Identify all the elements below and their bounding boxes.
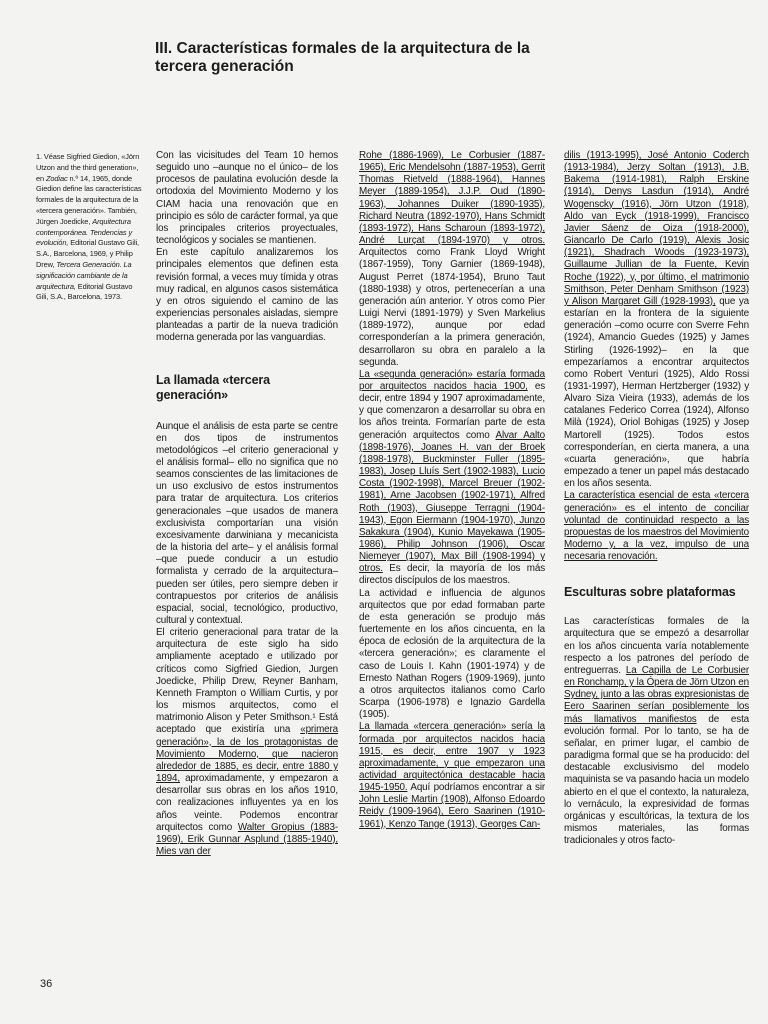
underlined-text: dilis (1913-1995), José Antonio Coderch (1913-1984), Jerzy Soltan (1913), J.B. Bakema (1914-1981), Ralph Erskine (1914), Denys Lasdun (1914), André Wogenscky (1916), Jörn Utzon (1918), Aldo van Eyck (1918-1999), Francisco Javier Sáenz de Oiza (1918-2000), Giancarlo De Carlo (1919), Alexis Josic (1921), Shadrach Woods (1923-1973), Guillaume Jullian de la Fuente, Kevin Roche (1922), y, por último, el matrimonio Smithson, Peter Denham Smithson (1923) y Alison Margaret Gill (1928-1993), bbox=[564, 150, 749, 307]
paragraph bbox=[359, 369, 545, 588]
paragraph-text: Es decir, la mayoría de los más directos discípulos de los maestros. bbox=[359, 563, 545, 587]
text-column-3 bbox=[564, 150, 749, 847]
paragraph-text: Arquitectos como Frank Lloyd Wright (1867-1959), Tony Garnier (1869-1948), August Perret (1874-1954), Bruno Taut (1880-1938) y otros, pertenecerían a una generación aún anterior. Y otros como Pier Luigi Nervi (1891-1979) y Sven Markelius (1889-1972), aunque por edad corresponderían a la primera generación, desarrollaron su obra en paralelo a la segunda. bbox=[359, 247, 545, 368]
underlined-text: Rohe (1886-1969), Le Corbusier (1887-1965), Eric Mendelsohn (1887-1953), Gerrit Thomas Rietveld (1888-1964), Hannes Meyer (1889-1954), J.J.P. Oud (1890-1963), Johannes Duiker (1890-1935), Richard Neutra (1892-1970), Hans Schmidt (1893-1972), Hans Scharoun (1893-1972), André Lurçat (1894-1970) y otros. bbox=[359, 150, 545, 247]
underlined-text: «primera generación», la de los protagonistas de Movimiento Moderno, que nacieron alrededor de 1885, es decir, entre 1880 y 1894, bbox=[156, 724, 338, 785]
footnote-text: n.º 14, 1965, donde Giedion define las características formales de la arquitectura de la «tercera generación». También, Jürgen Joedicke, bbox=[36, 173, 142, 226]
paragraph: Con las vicisitudes del Team 10 hemos seguido uno –aunque no el único– de los procesos de paulatina evolución desde la ortodoxia del Movimiento Moderno y los CIAM hacia una renovación que en principio es sólo de carácter formal, ya que los principales criterios proyectuales, tecnológicos y sociales se mantienen. bbox=[156, 150, 338, 247]
footnote-text: 1. Véase Sigfried Giedion, «Jörn Utzon and the third generation», en bbox=[36, 152, 140, 183]
footnote-book-title: Tercera Generación. La significación cambiante de la arquitectura, bbox=[36, 259, 132, 291]
underlined-text: La llamada «tercera generación» sería la formada por arquitectos nacidos hacia 1915, es decir, entre 1907 y 1923 aproximadamente, y que empezaron una actividad arquitectónica destacable hacia 1945-1950. bbox=[359, 721, 545, 794]
paragraph-text: de esta evolución formal. Por lo tanto, se ha de señalar, en primer lugar, el cambio de paradigma formal que se ha producido: del destacable exclusivismo del modelo maquinista se va pasando hacia un modelo abierto en el que el contexto, la naturaleza, lo vernáculo, la expresividad de formas orgánicas y escultóricas, la textura de los mismos materiales, las formas tradicionales y otros facto- bbox=[564, 713, 749, 847]
underlined-text: John Leslie Martin (1908), Alfonso Edoardo Reidy (1909-1964), Eero Saarinen (1910-1961), Kenzo Tange (1913), Georges Can- bbox=[359, 794, 545, 830]
paragraph-text: Aquí podríamos encontrar a sir bbox=[407, 782, 545, 794]
section-heading: La llamada «tercera generación» bbox=[156, 372, 270, 402]
paragraph-text: es decir, entre 1894 y 1907 aproximadamente, y que comenzaron a desarrollar su obra en los años treinta. Formarían parte de esta generación arquitectos como bbox=[359, 380, 545, 441]
underlined-text: La característica esencial de esta «tercera generación» es el intento de conciliar voluntad de continuidad respecto a las propuestas de los maestros del Movimiento Moderno y, a la vez, impulso de una necesaria renovación. bbox=[564, 490, 749, 563]
footnote-journal: Zodiac bbox=[45, 173, 68, 183]
text-column-1 bbox=[156, 150, 338, 858]
paragraph bbox=[359, 721, 545, 830]
underlined-text: La «segunda generación» estaría formada por arquitectos nacidos hacia 1900, bbox=[359, 368, 545, 392]
footnote bbox=[36, 152, 142, 303]
footnote-text: Editorial Gustavo Gili, S.A., Barcelona, 1973. bbox=[36, 281, 133, 302]
paragraph bbox=[564, 490, 749, 563]
paragraph-text: aproximadamente, y empezaron a desarrollar sus obras en los años 1910, con realizaciones influyentes ya en los años veinte. Podemos encontrar arquitectos como bbox=[156, 773, 338, 833]
underlined-text: Walter Gropius (1883-1969), Erik Gunnar Asplund (1885-1940), Mies van der bbox=[156, 821, 339, 857]
paragraph bbox=[564, 616, 749, 847]
paragraph: Aunque el análisis de esta parte se centre en dos tipos de instrumentos metodológicos –el criterio generacional y el análisis formal– ello no significa que no seamos conscientes de las limitaciones de un uso exclusivo de estos instrumentos para tratar de arquitectura. Los criterios generacionales –que usados de manera exclusivista comportarían una visión excesivamente darwiniana y mecanicista de la historia del arte– y el análisis formal –que puede conducir a un estudio formalista y cerrado de la arquitectura– pueden ser útiles, pero siempre deben ir contrapuestos por criterios de análisis espacial, social, tecnológico, productivo, cultural y contextual. bbox=[156, 420, 338, 626]
page-number: 36 bbox=[40, 978, 53, 990]
paragraph-text: Las características formales de la arquitectura que se empezó a desarrollar en los años cincuenta varía notablemente respecto a los patrones del período de entreguerras. bbox=[564, 616, 749, 676]
footnote-text: Editorial Gustavo Gili, S.A., Barcelona, 1969, y Philip Drew, bbox=[36, 238, 139, 269]
underlined-text: La Capilla de Le Corbusier en Ronchamp, y la Ópera de Jörn Utzon en Sydney, junto a las obras expresionistas de Eero Saarinen serían bbox=[564, 664, 749, 713]
paragraph-text: El criterio generacional para tratar de la arquitectura de este siglo ha sido ampliamente aceptado e utilizado por críticos como Sigfried Giedion, Jurgen Joedicke, Philip Drew, Reyner Banham, Kenneth Frampton o William Curtis, y por los mismos arquitectos, como el matrimonio Alison y Peter Smithson. bbox=[156, 627, 338, 724]
paragraph bbox=[156, 627, 338, 858]
paragraph: En este capítulo analizaremos los principales elementos que definen esta revisión formal, a veces muy tímida y otras muy radical, en algunos casos sistemática y en otros siguiendo el camino de las experiencias personales aisladas, siempre planteadas a partir de la nueva tradición moderna generada por las vanguardias. bbox=[156, 247, 338, 344]
paragraph bbox=[564, 150, 749, 490]
chapter-title: III. Características formales de la arquitectura de la tercera generación bbox=[155, 40, 530, 75]
paragraph-text: que ya estarían en la frontera de la siguiente generación –como ocurre con Sverre Fehn (1924), Amancio Guedes (1925) y James Stirling (1926-1992)– en la que empezaríamos a encontrar arquitectos como Robert Venturi (1925), Aldo Rossi (1931-1997), Herman Hertzberger (1932) y Alvaro Siza Vieira (1933), además de los catalanes Federico Correa (1924), Alfonso Milà (1924), Oriol Bohigas (1925) y Josep Martorell (1925). Todos estos corresponderían, en cierta manera, a una «cuarta generación», que habría empezado a tener un papel más destacado en los años sesenta. bbox=[564, 295, 749, 490]
paragraph bbox=[359, 150, 545, 369]
paragraph: La actividad e influencia de algunos arquitectos que por edad formaban parte de esta generación se produjo más fuertemente en los años cincuenta, en la época de eclosión de la arquitectura de la «tercera generación»; es claramente el caso de Louis I. Kahn (1901-1974) y de Ernesto Nathan Rogers (1909-1969), junto a otros arquitectos italianos como Carlo Scarpa (1906-1978) e Ignazio Gardella (1905). bbox=[359, 587, 545, 721]
footnote-reference: ¹ Está aceptado que existiría una bbox=[156, 712, 338, 736]
text-column-2 bbox=[359, 150, 545, 831]
section-heading: Esculturas sobre plataformas bbox=[564, 585, 736, 600]
underlined-text: Alvar Aalto (1898-1976), Joanes H. van der Broek (1898-1978), Buckminster Fuller (1895-1983), Josep Lluís Sert (1902-1983), Lucio Costa (1902-1998), Marcel Breuer (1902-1981), Arne Jacobsen (1902-1971), Alfred Roth (1903), Giuseppe Terragni (1904-1943), Egon Eiermann (1904-1970), Junzo Sakakura (1904), Kunio Mayekawa (1905-1986), Philip Johnson (1906), Oscar Niemeyer (1907), Max Bill (1908-1994) y otros. bbox=[359, 429, 545, 575]
underlined-text: posiblemente los más llamativos manifiestos bbox=[564, 701, 749, 725]
footnote-book-title: Arquitectura contemporánea. Tendencias y evolución, bbox=[36, 216, 133, 248]
